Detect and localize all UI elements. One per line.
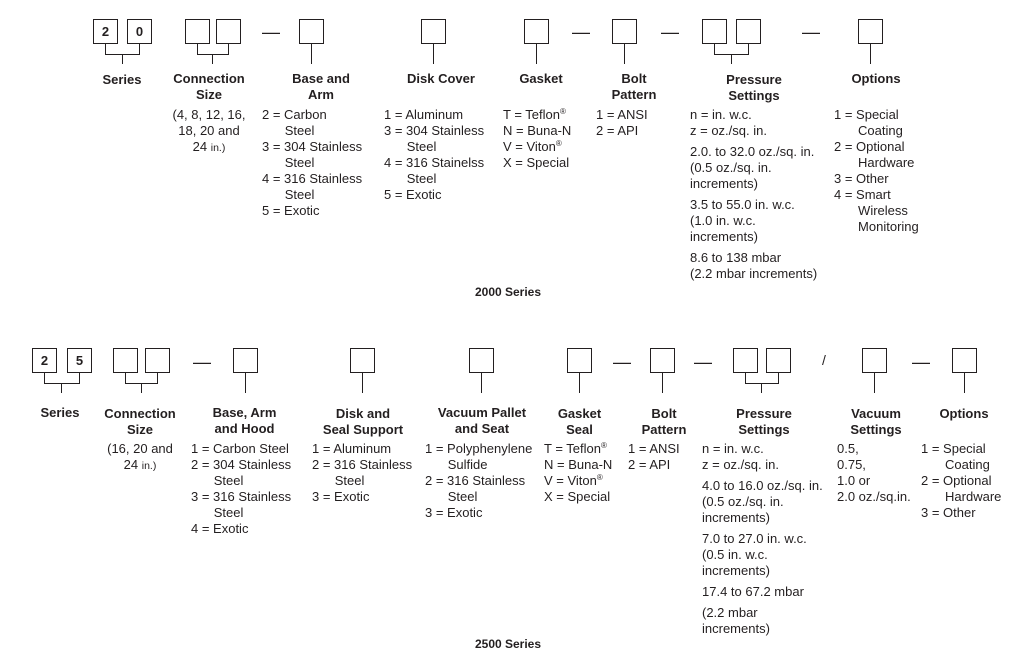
- bracket-line: [122, 54, 123, 64]
- disk-cover-options: 1 = Aluminum 3 = 304 Stainless Steel 4 = 316 Stainelss Steel 5 = Exotic: [384, 107, 485, 202]
- vacuum-pallet-seat-heading: Vacuum Pallet and Seat: [437, 405, 527, 436]
- gasket-options: T = Teflon® N = Buna-N V = Viton® X = Special: [503, 107, 572, 170]
- connection-size-heading: Connection Size: [104, 406, 176, 437]
- series-digit-box: 2: [32, 348, 57, 373]
- base-arm-hood-heading: Base, Arm and Hood: [212, 405, 277, 436]
- bracket-line: [579, 373, 580, 393]
- bolt-pattern-options: 1 = ANSI 2 = API: [596, 107, 648, 138]
- bracket-line: [245, 373, 246, 393]
- pressure-settings-box: [766, 348, 791, 373]
- disk-seal-support-options: 1 = Aluminum 2 = 316 Stainless Steel 3 = Exotic: [312, 441, 413, 504]
- separator-dash: —: [912, 352, 930, 372]
- bracket-line: [662, 373, 663, 393]
- connection-size-box: [216, 19, 241, 44]
- separator-dash: —: [262, 22, 280, 42]
- base-arm-box: [299, 19, 324, 44]
- options-box: [858, 19, 883, 44]
- separator-dash: —: [694, 352, 712, 372]
- series-2000-caption: 2000 Series: [474, 285, 542, 299]
- bracket-line: [731, 54, 732, 64]
- bracket-line: [44, 383, 80, 384]
- base-arm-options: 2 = Carbon Steel 3 = 304 Stainless Steel 4 = 316 Stainless Steel 5 = Exotic: [262, 107, 363, 218]
- vacuum-pallet-seat-box: [469, 348, 494, 373]
- disk-seal-support-heading: Disk and Seal Support: [322, 406, 404, 437]
- bolt-pattern-heading: Bolt Pattern: [641, 406, 687, 437]
- pressure-settings-options: n = in. w.c. z = oz./sq. in. 2.0. to 32.0 oz./sq. in. (0.5 oz./sq. in. increments) 3.5 to 55.0 in. w.c. (1.0 in. w.c. increments) 8.6 to 138 mbar (2.2 mbar increments): [690, 107, 818, 281]
- pressure-settings-options: n = in. w.c. z = oz./sq. in. 4.0 to 16.0 oz./sq. in. (0.5 oz./sq. in. increments) 7.0 to 27.0 in. w.c. (0.5 in. w.c. increments) 17.4 to 67.2 mbar (2.2 mbar increments): [702, 441, 823, 636]
- connection-size-heading: Connection Size: [173, 71, 245, 102]
- base-arm-hood-options: 1 = Carbon Steel 2 = 304 Stainless Steel 3 = 316 Stainless Steel 4 = Exotic: [191, 441, 292, 536]
- bolt-pattern-box: [612, 19, 637, 44]
- connection-size-box: [185, 19, 210, 44]
- bolt-pattern-heading: Bolt Pattern: [611, 71, 657, 102]
- bracket-line: [874, 373, 875, 393]
- bracket-line: [870, 44, 871, 64]
- series-digit-box: 5: [67, 348, 92, 373]
- pressure-settings-heading: Pressure Settings: [736, 406, 792, 437]
- disk-cover-heading: Disk Cover: [407, 71, 475, 86]
- series-digit-box: 2: [93, 19, 118, 44]
- bracket-line: [311, 44, 312, 64]
- vacuum-settings-options: 0.5, 0.75, 1.0 or 2.0 oz./sq.in.: [837, 441, 911, 504]
- separator-slash: /: [822, 352, 826, 368]
- gasket-seal-box: [567, 348, 592, 373]
- connection-size-options: (16, 20 and 24 in.): [107, 441, 173, 472]
- gasket-box: [524, 19, 549, 44]
- vacuum-settings-box: [862, 348, 887, 373]
- pressure-settings-box: [736, 19, 761, 44]
- separator-dash: —: [802, 22, 820, 42]
- bolt-pattern-options: 1 = ANSI 2 = API: [628, 441, 680, 472]
- bracket-line: [433, 44, 434, 64]
- bracket-line: [761, 383, 762, 393]
- bracket-line: [964, 373, 965, 393]
- options-heading: Options: [939, 406, 989, 421]
- options-list: 1 = Special Coating 2 = Optional Hardware 3 = Other 4 = Smart Wireless Monitoring: [834, 107, 919, 234]
- bracket-line: [624, 44, 625, 64]
- bracket-line: [745, 383, 779, 384]
- bracket-line: [362, 373, 363, 393]
- options-box: [952, 348, 977, 373]
- series-2500-caption: 2500 Series: [474, 637, 542, 651]
- bracket-line: [141, 383, 142, 393]
- bracket-line: [481, 373, 482, 393]
- base-arm-heading: Base and Arm: [292, 71, 350, 102]
- options-list: 1 = Special Coating 2 = Optional Hardware 3 = Other: [921, 441, 1002, 520]
- connection-size-options: (4, 8, 12, 16, 18, 20 and 24 in.): [172, 107, 246, 154]
- bracket-line: [536, 44, 537, 64]
- separator-dash: —: [613, 352, 631, 372]
- pressure-settings-heading: Pressure Settings: [726, 72, 782, 103]
- separator-dash: —: [572, 22, 590, 42]
- separator-dash: —: [193, 352, 211, 372]
- options-heading: Options: [851, 71, 901, 86]
- gasket-heading: Gasket: [519, 71, 563, 86]
- connection-size-box: [145, 348, 170, 373]
- series-heading: Series: [40, 405, 80, 420]
- disk-seal-support-box: [350, 348, 375, 373]
- series-digit-box: 0: [127, 19, 152, 44]
- gasket-seal-heading: Gasket Seal: [557, 406, 602, 437]
- bracket-line: [197, 54, 229, 55]
- separator-dash: —: [661, 22, 679, 42]
- pressure-settings-box: [733, 348, 758, 373]
- base-arm-hood-box: [233, 348, 258, 373]
- bracket-line: [61, 383, 62, 393]
- bolt-pattern-box: [650, 348, 675, 373]
- bracket-line: [212, 54, 213, 64]
- gasket-seal-options: T = Teflon® N = Buna-N V = Viton® X = Special: [544, 441, 613, 504]
- vacuum-settings-heading: Vacuum Settings: [850, 406, 902, 437]
- series-heading: Series: [102, 72, 142, 87]
- vacuum-pallet-seat-options: 1 = Polyphenylene Sulfide 2 = 316 Stainless Steel 3 = Exotic: [425, 441, 533, 520]
- pressure-settings-box: [702, 19, 727, 44]
- disk-cover-box: [421, 19, 446, 44]
- connection-size-box: [113, 348, 138, 373]
